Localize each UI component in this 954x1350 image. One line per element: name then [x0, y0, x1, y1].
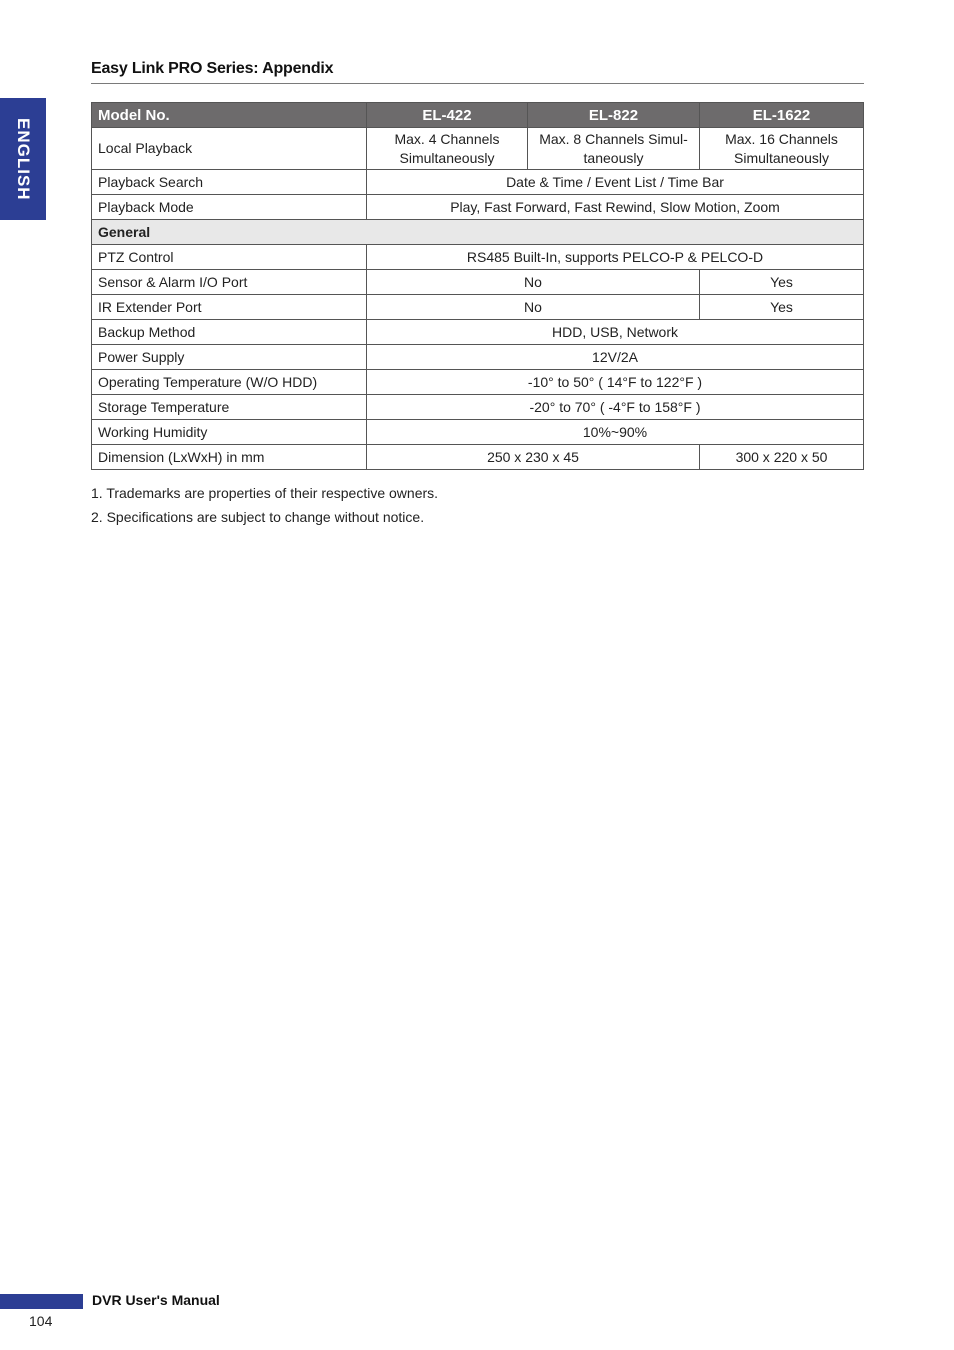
cell-value: No	[367, 295, 700, 320]
footnote: 1. Trademarks are properties of their respective owners.	[91, 485, 439, 501]
row-label: Operating Temperature (W/O HDD)	[92, 370, 367, 395]
table-row	[92, 270, 864, 295]
row-label: Power Supply	[92, 345, 367, 370]
cell-value: 300 x 220 x 50	[700, 445, 864, 470]
row-label: Sensor & Alarm I/O Port	[92, 270, 367, 295]
table-row	[92, 245, 864, 270]
row-label: PTZ Control	[92, 245, 367, 270]
cell-value: Max. 8 Channels Simul-taneously	[528, 128, 700, 170]
cell-value: Max. 16 Channels Simultaneously	[700, 128, 864, 170]
table-header-row	[92, 103, 864, 128]
table-row	[92, 128, 864, 170]
table-row	[92, 420, 864, 445]
table-row	[92, 445, 864, 470]
table-row	[92, 295, 864, 320]
table-row	[92, 370, 864, 395]
cell-value: 10%~90%	[367, 420, 864, 445]
row-label: IR Extender Port	[92, 295, 367, 320]
cell-value: Yes	[700, 295, 864, 320]
cell-value: 12V/2A	[367, 345, 864, 370]
row-label: Playback Mode	[92, 195, 367, 220]
header-divider	[91, 83, 864, 84]
cell-value: Date & Time / Event List / Time Bar	[367, 170, 864, 195]
language-tab-label: ENGLISH	[14, 117, 33, 201]
col-header-el822: EL-822	[528, 103, 700, 128]
table-row	[92, 395, 864, 420]
row-label: Playback Search	[92, 170, 367, 195]
table-row	[92, 170, 864, 195]
cell-value: -10° to 50° ( 14°F to 122°F )	[367, 370, 864, 395]
row-label: Backup Method	[92, 320, 367, 345]
page-header-title: Easy Link PRO Series: Appendix	[91, 60, 334, 77]
cell-value: RS485 Built-In, supports PELCO-P & PELCO-D	[367, 245, 864, 270]
footnotes	[91, 484, 438, 532]
footer-title: DVR User's Manual	[92, 1292, 220, 1308]
cell-value: HDD, USB, Network	[367, 320, 864, 345]
footnote: 2. Specifications are subject to change without notice.	[91, 509, 425, 525]
cell-value: Play, Fast Forward, Fast Rewind, Slow Motion, Zoom	[367, 195, 864, 220]
col-header-model: Model No.	[92, 103, 367, 128]
table-row	[92, 320, 864, 345]
cell-value: Yes	[700, 270, 864, 295]
col-header-el422: EL-422	[367, 103, 528, 128]
cell-value: No	[367, 270, 700, 295]
row-label: Dimension (LxWxH) in mm	[92, 445, 367, 470]
page-number: 104	[29, 1313, 53, 1329]
cell-value: Max. 4 Channels Simultaneously	[367, 128, 528, 170]
col-header-el1622: EL-1622	[700, 103, 864, 128]
row-label: Working Humidity	[92, 420, 367, 445]
table-row	[92, 195, 864, 220]
spec-table	[91, 102, 864, 470]
table-row	[92, 345, 864, 370]
section-row	[92, 220, 864, 245]
cell-value: -20° to 70° ( -4°F to 158°F )	[367, 395, 864, 420]
cell-value: 250 x 230 x 45	[367, 445, 700, 470]
row-label: Storage Temperature	[92, 395, 367, 420]
language-tab	[0, 98, 46, 220]
footer-accent-bar	[0, 1294, 83, 1309]
section-label: General	[92, 220, 864, 245]
row-label: Local Playback	[92, 128, 367, 170]
